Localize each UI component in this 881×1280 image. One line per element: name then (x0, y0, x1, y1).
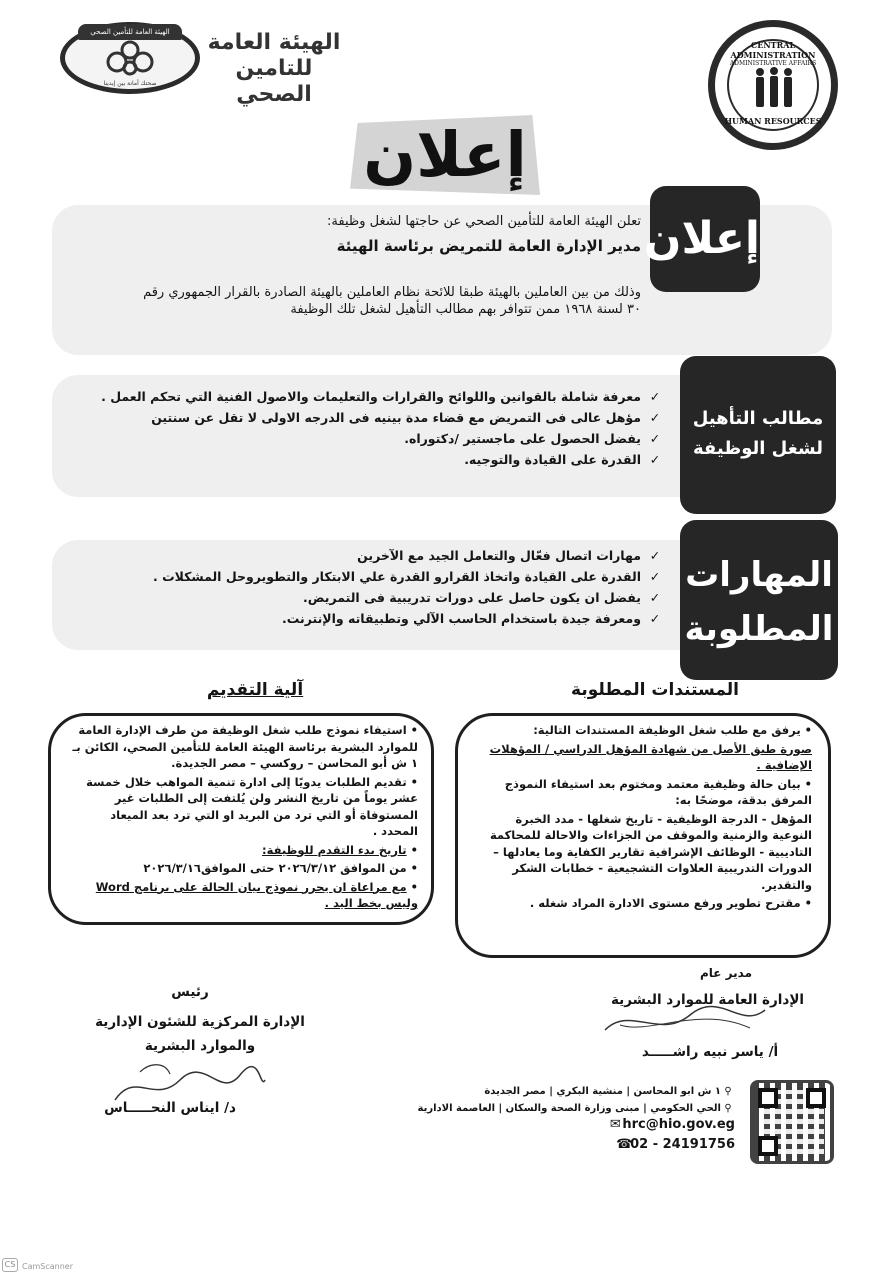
announcement-title: إعلان (363, 118, 527, 191)
check-icon: ✓ (649, 548, 661, 563)
documents-item-3: •مقترح تطوير ورفع مستوى الادارة المراد شغله . (529, 896, 812, 910)
qr-corner (758, 1136, 778, 1156)
signature-left-org-line1: الإدارة المركزية للشئون الإدارية (95, 1014, 305, 1030)
qualifications-list (101, 386, 663, 470)
announcement-tab: إعلان (650, 186, 760, 292)
application-item-1: •استيفاء نموذج طلب شغل الوظيفة من طرف الإدارة العامة للموارد البشرية برئاسة الهيئة العامة للتأمين الصحي، الكائن بـ ١ ش أبو المحاسن – روكسي – مصر الجديدة. (72, 723, 418, 770)
camscanner-icon: CS (2, 1258, 18, 1272)
documents-content (474, 722, 812, 914)
skills-list (153, 545, 663, 629)
check-icon: ✓ (649, 452, 661, 467)
signature-right-label: مدير عام (700, 966, 753, 980)
list-item: ✓مؤهل عالى فى التمريض مع قضاء مدة بينيه فى الدرجه الاولى لا تقل عن سنتين (101, 407, 663, 428)
documents-item-1: صورة طبق الأصل من شهادة المؤهل الدراسي / المؤهلات الإضافية . (489, 741, 812, 772)
job-title: مدير الإدارة العامة للتمريض برئاسة الهيئة (336, 237, 641, 255)
application-item-4: •من الموافق ٢٠٢٦/٣/١٢ حتى الموافق٢٠٢٦/٣/١٦ (143, 861, 418, 875)
list-item: ✓يفضل ان يكون حاصل على دورات تدريبية فى التمريض. (153, 587, 663, 608)
qualifications-tab (680, 356, 836, 514)
list-item: ✓القدرة على القيادة والتوجيه. (101, 449, 663, 470)
footer-phone: ☎02 - 24191756 (616, 1137, 735, 1152)
application-title: آلية التقديم (206, 680, 304, 700)
seal-bottom-label: HUMAN RESOURCES (724, 116, 822, 126)
check-icon: ✓ (649, 431, 661, 446)
signature-left-label: رئيس (171, 984, 209, 1000)
signature-left-name: د/ ايناس النحـــــاس (104, 1100, 236, 1116)
logo-caption-bottom: صحتك أمانة بين إيدينا (103, 80, 157, 87)
signature-left-org (60, 1010, 340, 1058)
org-name-line1: الهيئة العامة (207, 30, 341, 55)
people-icon (752, 66, 796, 110)
family-logo-icon (95, 36, 165, 80)
signature-right-scribble (600, 1000, 770, 1040)
list-item: ✓يفضل الحصول على ماجستير /دكتوراه. (101, 428, 663, 449)
skills-tab-line2: المطلوبة (684, 609, 834, 649)
check-icon: ✓ (649, 590, 661, 605)
signature-left-org-line2: والموارد البشرية (144, 1038, 256, 1054)
list-item: ✓ومعرفة جيدة باستخدام الحاسب الآلي وتطبيقاته والإنترنت. (153, 608, 663, 629)
documents-intro: •يرفق مع طلب شغل الوظيفة المستندات التالية: (533, 723, 812, 737)
scanner-watermark: CamScanner (22, 1262, 74, 1271)
logo-caption-top: الهيئة العامة للتأمين الصحي (78, 24, 182, 40)
application-item-2: •تقديم الطلبات يدويًا إلى ادارة تنمية المواهب خلال خمسة عشر يوماً من تاريخ النشر ولن يُلتفت إلى الطلبات غير المستوفاة أو التي ترد من البريد او التي ترد بعد الميعاد المحدد . (86, 774, 418, 838)
list-item: ✓القدرة على القيادة واتخاذ القرارو القدرة علي الابتكار والتطويروحل المشكلات . (153, 566, 663, 587)
qr-corner (758, 1088, 778, 1108)
check-icon: ✓ (649, 389, 661, 404)
intro-line-4: ٣٠ لسنة ١٩٦٨ ممن تتوافر بهم مطالب التأهيل لشغل تلك الوظيفة (290, 302, 641, 317)
seal-sub-label: ADMINISTRATIVE AFFAIRS (729, 60, 817, 67)
skills-tab-line1: المهارات (685, 555, 833, 595)
location-pin-icon: ⚲ (724, 1086, 732, 1097)
org-name-line2: للتامين الصحي (235, 56, 313, 107)
footer-address-1: ⚲١ ش ابو المحاسن | منشية البكري | مصر الجديدة (484, 1086, 735, 1097)
intro-line-1: تعلن الهيئة العامة للتأمين الصحي عن حاجتها لشغل وظيفة: (327, 214, 641, 229)
qualifications-tab-line2: لشغل الوظيفة (693, 438, 823, 459)
documents-item-2a: •بيان حالة وظيفية معتمد ومختوم بعد استيفاء النموذج المرفق بدقة، موضحًا به: (504, 776, 812, 807)
intro-line-3: وذلك من بين العاملين بالهيئة طبقا للائحة نظام العاملين بالهيئة الصادرة بالقرار الجمهوري رقم (143, 285, 641, 300)
email-icon: ✉ (609, 1117, 621, 1132)
skills-tab (680, 520, 838, 680)
qualifications-tab-line1: مطالب التأهيل (692, 408, 824, 429)
signature-right-name: أ/ ياسر نبيه راشـــــد (641, 1044, 779, 1060)
seal-text-top (716, 40, 830, 67)
phone-icon: ☎ (616, 1137, 633, 1152)
application-item-5: •مع مراعاة ان يحرر نموذج بيان الحالة على برنامج Word وليس بخط اليد . (95, 879, 418, 910)
check-icon: ✓ (649, 611, 661, 626)
documents-title: المستندات المطلوبة (571, 680, 739, 700)
application-item-3: •تاريخ بدء التقدم للوظيفة: (262, 842, 418, 857)
documents-item-2b: المؤهل - الدرجة الوظيفية - تاريخ شغلها - مدد الخبرة النوعية والزمنية والموقف من الجزاءات والاحالة للمحاكمة التاديبية - الوظائف الإشرافية تقارير الكفاية وما يعادلها – الدورات التدريبية العلاوات التشجيعية - خطابات الشكر والتقدير. (489, 811, 812, 892)
application-content (70, 722, 418, 914)
list-item: ✓معرفة شاملة بالقوانين واللوائح والقرارات والتعليمات والاصول الفنية التي تحكم العمل . (101, 386, 663, 407)
footer-email: ✉ hrc@hio.gov.eg (609, 1117, 735, 1132)
list-item: ✓مهارات اتصال فعّال والتعامل الجيد مع الآخرين (153, 545, 663, 566)
footer-address-2: ⚲الحي الحكومي | مبنى وزارة الصحة والسكان | العاصمة الادارية (418, 1103, 735, 1114)
qr-corner (806, 1088, 826, 1108)
signature-right-org: الإدارة العامة للموارد البشرية (610, 992, 805, 1008)
check-icon: ✓ (649, 410, 661, 425)
location-pin-icon: ⚲ (724, 1103, 732, 1114)
seal-top-label: CENTRAL ADMINISTRATION (730, 40, 816, 60)
organization-name (198, 30, 350, 108)
check-icon: ✓ (649, 569, 661, 584)
